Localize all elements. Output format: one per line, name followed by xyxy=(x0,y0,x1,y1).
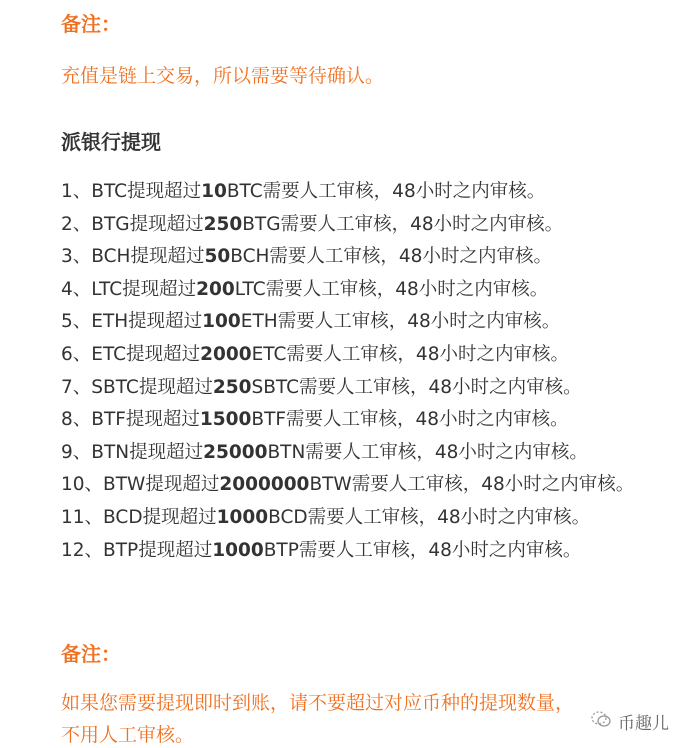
note2-line2: 不用人工审核。 xyxy=(61,724,195,746)
list-item xyxy=(61,502,641,535)
item-amount: 200 xyxy=(196,278,235,300)
item-prefix: 1、BTC提现超过 xyxy=(61,181,202,202)
list-item xyxy=(61,176,641,209)
item-suffix: BTC需要人工审核，48小时之内审核。 xyxy=(226,181,546,202)
list-item xyxy=(61,404,641,437)
list-item xyxy=(61,437,641,470)
list-item xyxy=(61,306,641,339)
watermark xyxy=(590,709,669,734)
list-item xyxy=(61,535,641,568)
item-prefix: 7、SBTC提现超过 xyxy=(61,376,213,398)
item-amount: 10 xyxy=(201,181,227,202)
item-prefix: 12、BTP提现超过 xyxy=(61,539,213,561)
item-suffix: BCD需要人工审核，48小时之内审核。 xyxy=(268,506,591,528)
note-title: 备注： xyxy=(61,12,121,36)
note2-title: 备注： xyxy=(61,642,121,666)
item-prefix: 3、BCH提现超过 xyxy=(61,246,205,268)
item-suffix: BCH需要人工审核，48小时之内审核。 xyxy=(230,246,552,268)
item-amount: 50 xyxy=(204,246,231,268)
item-prefix: 8、BTF提现超过 xyxy=(61,409,200,431)
watermark-text: 币趣儿 xyxy=(618,714,669,734)
item-suffix: BTP需要人工审核，48小时之内审核。 xyxy=(263,539,582,561)
item-prefix: 9、BTN提现超过 xyxy=(61,441,204,463)
item-prefix: 6、ETC提现超过 xyxy=(61,343,201,365)
list-item xyxy=(61,209,641,242)
item-amount: 1000 xyxy=(216,506,269,528)
item-suffix: BTW需要人工审核，48小时之内审核。 xyxy=(309,474,635,496)
item-amount: 250 xyxy=(212,376,252,398)
item-suffix: ETC需要人工审核，48小时之内审核。 xyxy=(251,343,569,365)
list-item xyxy=(61,372,641,405)
item-amount: 2000000 xyxy=(219,474,310,496)
item-amount: 1000 xyxy=(212,539,264,561)
item-suffix: BTG需要人工审核，48小时之内审核。 xyxy=(242,213,564,235)
item-amount: 1500 xyxy=(199,409,252,431)
item-suffix: BTN需要人工审核，48小时之内审核。 xyxy=(267,441,588,463)
item-suffix: LTC需要人工审核，48小时之内审核。 xyxy=(234,278,549,300)
item-suffix: SBTC需要人工审核，48小时之内审核。 xyxy=(251,376,582,398)
item-suffix: ETH需要人工审核，48小时之内审核。 xyxy=(240,311,561,333)
item-prefix: 11、BCD提现超过 xyxy=(61,506,217,528)
list-item xyxy=(61,241,641,274)
withdrawal-list xyxy=(61,176,641,567)
item-amount: 100 xyxy=(202,311,241,333)
item-prefix: 2、BTG提现超过 xyxy=(61,213,204,235)
list-item xyxy=(61,339,641,372)
item-prefix: 10、BTW提现超过 xyxy=(61,474,220,496)
item-amount: 25000 xyxy=(203,441,268,463)
note-text: 充值是链上交易，所以需要等待确认。 xyxy=(61,65,385,87)
note2-line1: 如果您需要提现即时到账，请不要超过对应币种的提现数量， xyxy=(61,692,575,714)
item-suffix: BTF需要人工审核，48小时之内审核。 xyxy=(251,409,569,431)
section-title: 派银行提现 xyxy=(61,130,161,154)
item-prefix: 5、ETH提现超过 xyxy=(61,311,203,333)
list-item xyxy=(61,469,641,502)
item-prefix: 4、LTC提现超过 xyxy=(61,278,197,300)
wechat-icon xyxy=(590,710,612,733)
item-amount: 2000 xyxy=(200,343,252,365)
list-item xyxy=(61,274,641,307)
item-amount: 250 xyxy=(203,213,243,235)
